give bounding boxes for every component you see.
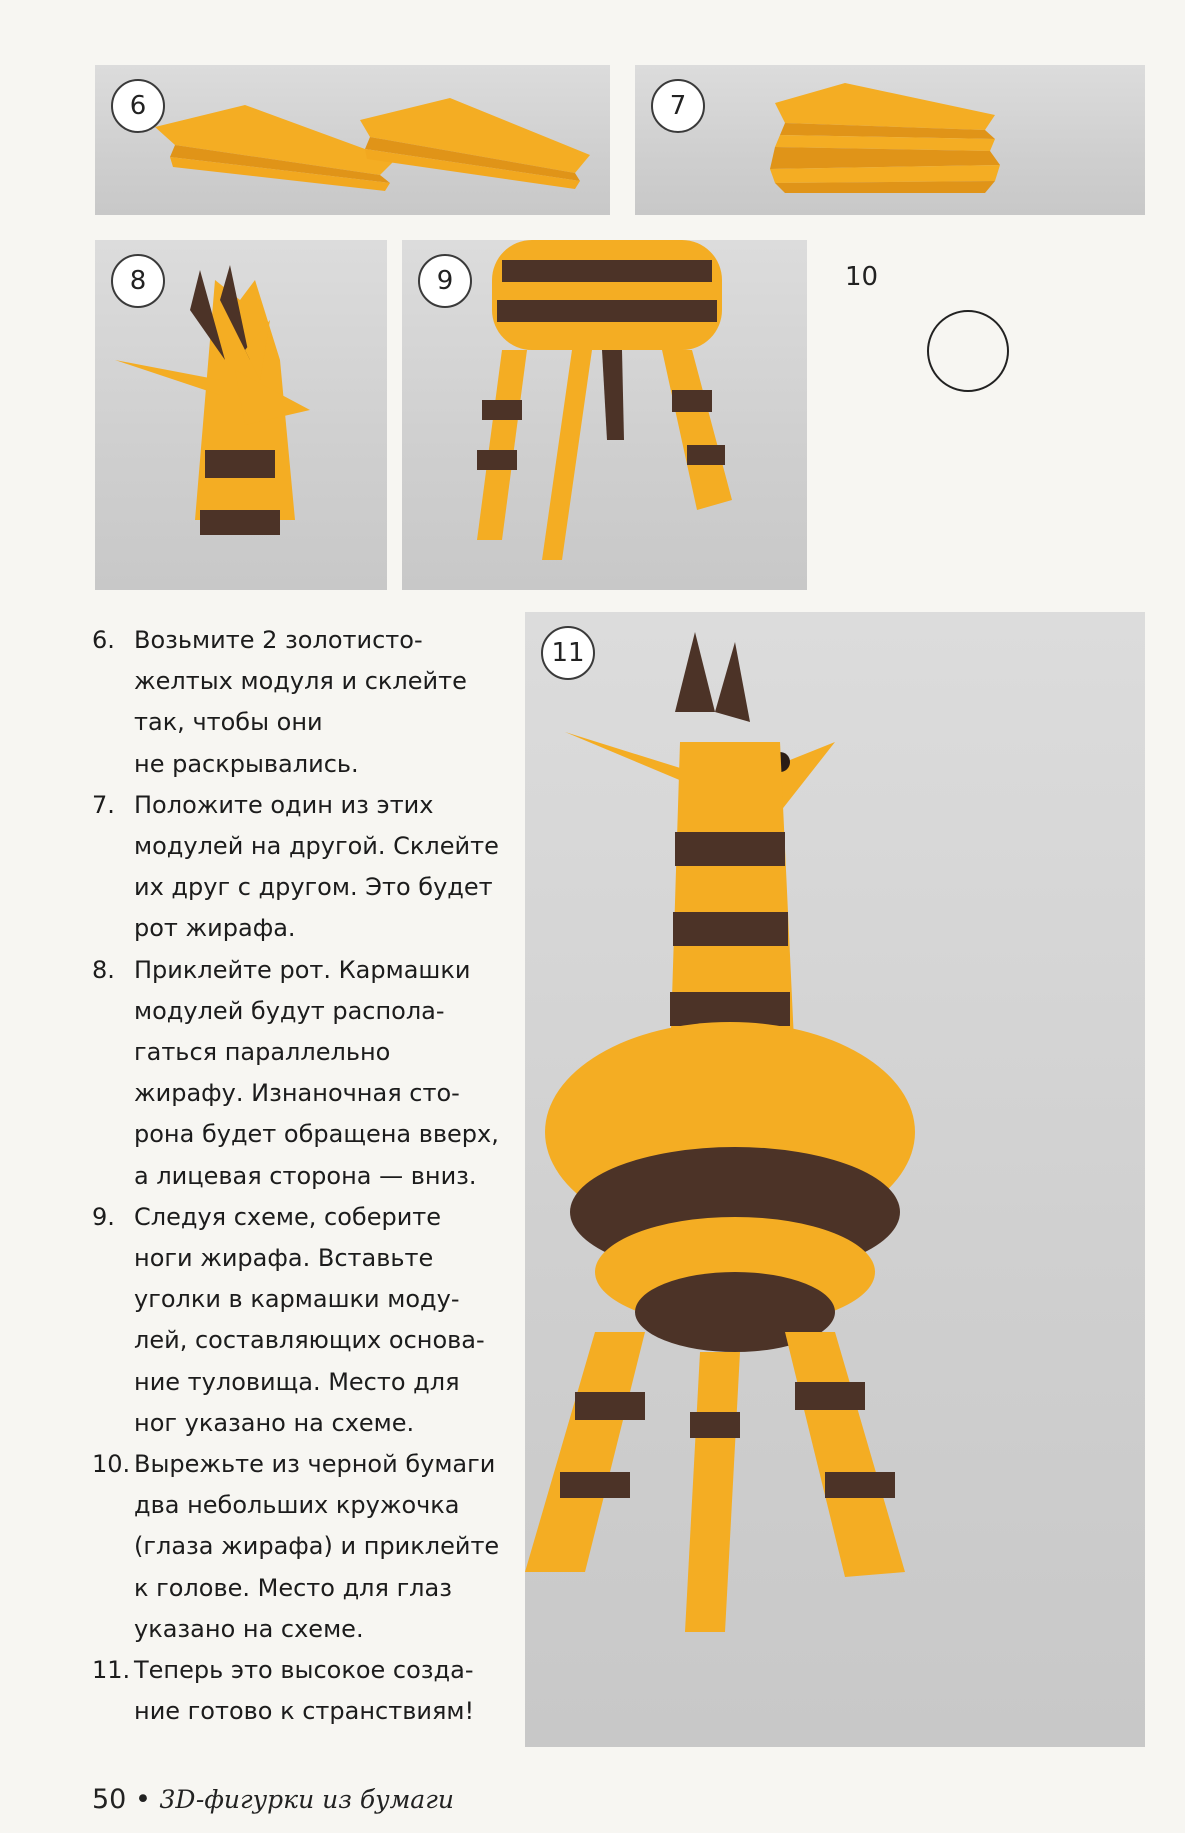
instruction-text: Следуя схеме, соберите ноги жирафа. Вставьте уголки в кармашки моду- лей, составляющих основа- ние туловища. Место для ног указано на схеме. — [134, 1202, 485, 1437]
page-footer — [92, 1784, 454, 1815]
instruction-text: Вырежьте из черной бумаги два небольших кружочка (глаза жирафа) и приклейте к голове. Место для глаз указано на схеме. — [134, 1450, 500, 1643]
footer-bullet: • — [134, 1784, 151, 1815]
instruction-number: 7. — [92, 790, 115, 819]
instruction-text: Приклейте рот. Кармашки модулей будут распола- гаться параллельно жирафу. Изнаночная сто- рона будет обращена вверх, а лицевая сторона — вниз. — [134, 955, 499, 1190]
instruction-item — [92, 1197, 532, 1444]
step-badge: 11 — [541, 626, 595, 680]
photo-step-8 — [95, 240, 387, 590]
page-number: 50 — [92, 1784, 127, 1815]
series-title: 3D-фигурки из бумаги — [159, 1785, 454, 1814]
folded-modules-pair-image — [95, 65, 610, 215]
instruction-item — [92, 620, 532, 785]
instruction-item — [92, 950, 532, 1197]
instruction-number: 11. — [92, 1656, 131, 1685]
photo-step-9 — [402, 240, 807, 590]
instruction-number: 8. — [92, 955, 115, 984]
step-badge: 8 — [111, 254, 165, 308]
instruction-text: Положите один из этих модулей на другой. Склейте их друг с другом. Это будет рот жирафа. — [134, 790, 499, 943]
instruction-number: 6. — [92, 626, 115, 654]
instruction-item — [92, 1444, 532, 1650]
step-10-label: 10 — [845, 262, 879, 292]
giraffe-complete-image — [525, 612, 1145, 1747]
photo-step-6 — [95, 65, 610, 215]
step-badge: 6 — [111, 79, 165, 133]
photo-step-11 — [525, 612, 1145, 1747]
stacked-modules-image — [635, 65, 1145, 215]
instructions-list — [92, 620, 532, 1732]
instruction-text: Теперь это высокое созда- ние готово к странствиям! — [134, 1656, 475, 1726]
eye-circle-icon — [927, 310, 1009, 392]
instruction-number: 9. — [92, 1202, 115, 1231]
instruction-item — [92, 1650, 532, 1732]
step-badge: 9 — [418, 254, 472, 308]
instruction-text: Возьмите 2 золотисто- желтых модуля и склейте так, чтобы они не раскрывались. — [134, 626, 467, 778]
photo-step-7 — [635, 65, 1145, 215]
instruction-number: 10. — [92, 1450, 131, 1479]
instruction-item — [92, 785, 532, 950]
step-badge: 7 — [651, 79, 705, 133]
